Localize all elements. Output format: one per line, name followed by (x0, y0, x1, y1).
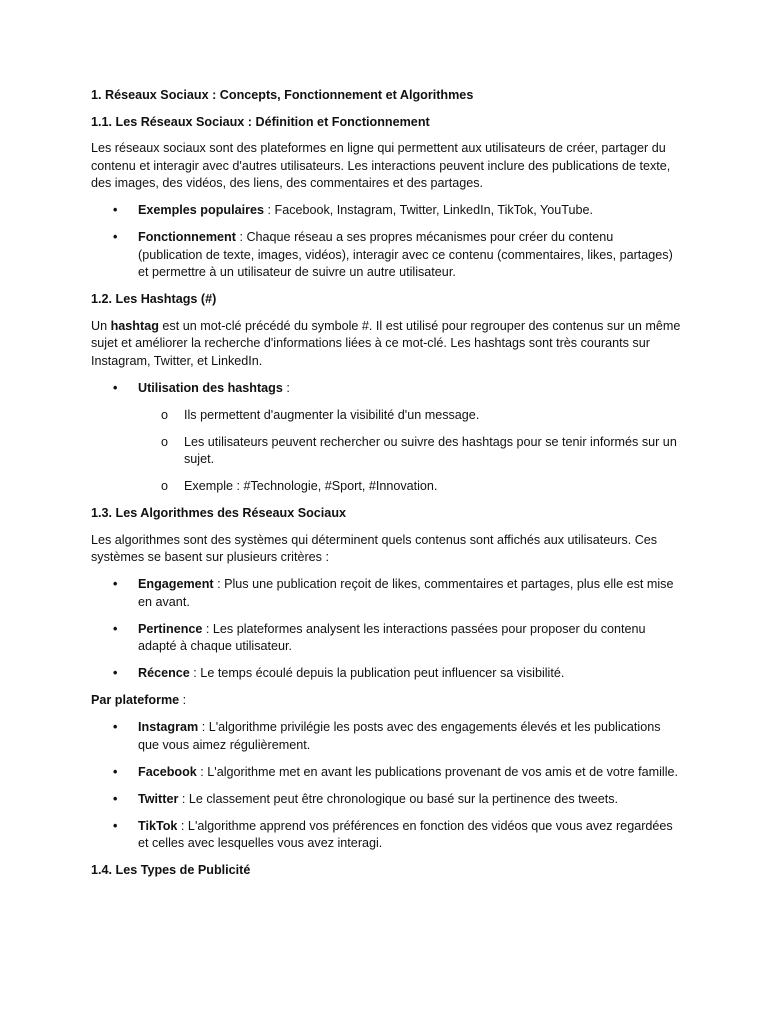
list-item-label: Utilisation des hashtags (138, 380, 283, 395)
section-1-1-title: 1.1. Les Réseaux Sociaux : Définition et Fonctionnement (91, 114, 430, 129)
sub-bullet-glyph: o (161, 479, 169, 493)
list-item-text: : (282, 380, 290, 395)
list-item-text: : Le temps écoulé depuis la publication peut influencer sa visibilité. (189, 666, 565, 680)
bullet-glyph: • (113, 230, 118, 244)
list-item-label: TikTok (138, 818, 178, 833)
bullet-glyph: • (113, 380, 118, 395)
bullet-glyph: • (113, 764, 118, 779)
list-item-label: Récence (138, 666, 190, 680)
list-item (91, 380, 681, 496)
list-item-text: : Le classement peut être chronologique ou basé sur la pertinence des tweets. (178, 791, 619, 806)
sub-bullet-glyph: o (161, 434, 169, 449)
sub-list-item (138, 407, 681, 425)
list-item (91, 719, 681, 754)
sub-list-item-text: Exemple : #Technologie, #Sport, #Innovation. (184, 479, 438, 493)
list-item-label: Pertinence (138, 621, 203, 636)
document-body (91, 87, 681, 889)
paragraph-bold-term: hashtag (110, 318, 159, 333)
list-item-label: Facebook (138, 764, 197, 779)
list-item-text: : Facebook, Instagram, Twitter, LinkedIn, TikTok, YouTube. (264, 203, 594, 217)
sub-list-item (138, 434, 681, 469)
bullet-glyph: • (113, 203, 118, 217)
list-item-label: Exemples populaires (138, 203, 264, 217)
list-item-text: : L'algorithme apprend vos préférences en fonction des vidéos que vous avez regardées et celles avec lesquelles vous avez interagi. (138, 818, 673, 850)
bullet-glyph: • (113, 621, 118, 636)
sub-list-item-text: Les utilisateurs peuvent rechercher ou suivre des hashtags pour se tenir informés sur un sujet. (184, 434, 677, 466)
section-1-2-paragraph (91, 318, 681, 371)
list-item (91, 576, 681, 611)
list-item (91, 621, 681, 656)
list-item-label: Engagement (138, 577, 214, 591)
list-item-label: Fonctionnement (138, 230, 236, 244)
list-item-text: : Les plateformes analysent les interactions passées pour proposer du contenu adapté à chaque utilisateur. (138, 621, 646, 653)
par-plateforme-text: : (179, 693, 187, 707)
list-item-text: : L'algorithme privilégie les posts avec des engagements élevés et les publications que vous aimez régulièrement. (138, 720, 661, 752)
list-item-text: : Plus une publication reçoit de likes, commentaires et partages, plus elle est mise en avant. (138, 577, 674, 609)
bullet-glyph: • (113, 666, 118, 680)
par-plateforme-line (91, 692, 681, 710)
bullet-glyph: • (113, 791, 118, 806)
list-item-text: : Chaque réseau a ses propres mécanismes pour créer du contenu (publication de texte, images, vidéos), interagir avec ce contenu (commentaires, likes, partages) et permettre à un utilisateur de suivre un autre utilisateur. (138, 230, 673, 279)
paragraph-text: est un mot-clé précédé du symbole #. Il est utilisé pour regrouper des contenus sur un même sujet et améliorer la recherche d'informations liées à ce mot-clé. Les hashtags sont très courants sur Instagram, Twitter, et LinkedIn. (91, 318, 681, 368)
list-item (91, 665, 681, 683)
hashtag-sub-list (138, 407, 681, 496)
list-item-label: Twitter (138, 791, 179, 806)
section-1-1-list (91, 202, 681, 282)
section-1-1-paragraph: Les réseaux sociaux sont des plateformes en ligne qui permettent aux utilisateurs de créer, partager du contenu et interagir avec d'autres utilisateurs. Les interactions peuvent inclure des publications de texte, des images, des vidéos, des liens, des commentaires et des partages. (91, 141, 671, 190)
sub-list-item-text: Ils permettent d'augmenter la visibilité d'un message. (184, 407, 480, 422)
platform-list (91, 719, 681, 853)
bullet-glyph: • (113, 720, 118, 734)
section-1-3-paragraph: Les algorithmes sont des systèmes qui déterminent quels contenus sont affichés aux utilisateurs. Ces systèmes se basent sur plusieurs critères : (91, 532, 658, 564)
section-1-2-list (91, 380, 681, 496)
list-item-text: : L'algorithme met en avant les publications provenant de vos amis et de votre famille. (196, 764, 679, 779)
paragraph-text: Un (91, 318, 111, 333)
criteria-list (91, 576, 681, 683)
list-item (91, 791, 681, 809)
list-item (91, 202, 681, 220)
sub-bullet-glyph: o (161, 407, 169, 422)
list-item (91, 764, 681, 782)
list-item (91, 818, 681, 853)
list-item-label: Instagram (138, 720, 199, 734)
main-heading: 1. Réseaux Sociaux : Concepts, Fonctionnement et Algorithmes (91, 88, 474, 102)
par-plateforme-label: Par plateforme (91, 693, 180, 707)
bullet-glyph: • (113, 577, 118, 591)
section-1-4-title: 1.4. Les Types de Publicité (91, 863, 251, 877)
sub-list-item (138, 478, 681, 496)
section-1-2-title: 1.2. Les Hashtags (#) (91, 292, 217, 306)
section-1-3-title: 1.3. Les Algorithmes des Réseaux Sociaux (91, 506, 347, 520)
bullet-glyph: • (113, 818, 118, 833)
list-item (91, 229, 681, 282)
